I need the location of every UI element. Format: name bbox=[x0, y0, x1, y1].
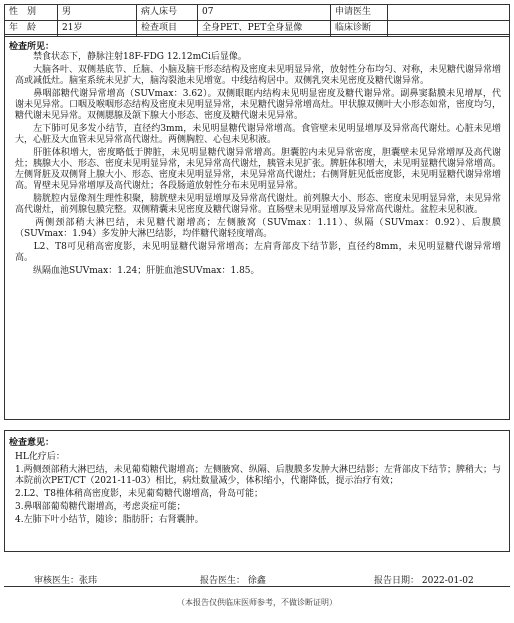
patient-info-row-1 bbox=[5, 5, 510, 21]
impression-paragraph: 2.L2、T8椎体稍高密度影，未见葡萄糖代谢增高，骨岛可能； bbox=[15, 489, 264, 499]
impression-paragraph: 1.两侧颈部稍大淋巴结，未见葡萄糖代谢增高；左侧腋窝、纵隔、后腹膜多发肿大淋巴结影；左背部皮下结节；脾稍大；与本院前次PET/CT（2021-11-03）相比，病灶数量减少，体积缩小，代谢降低，提示治疗有效； bbox=[15, 465, 501, 486]
findings-paragraph: 禁食状态下，静脉注射18F-FDG 12.12mCi后显像。 bbox=[15, 52, 247, 62]
findings-section bbox=[4, 34, 510, 420]
findings-paragraph: 膀胱腔内显像剂生理性积聚，膀胱壁未见明显增厚及异常高代谢灶。前列腺大小、形态、密度未见明显异常，未见异常高代谢灶，前列腺包膜完整。双侧精囊未见密度及糖代谢异常。直肠壁未见明显增厚及异常高代谢灶。盆腔未见积液。 bbox=[15, 194, 502, 215]
impression-section bbox=[4, 430, 510, 552]
reporter-signature: 报告医生： 徐鑫 bbox=[200, 576, 266, 586]
age-label: 年 龄 bbox=[5, 21, 58, 37]
reviewer-signature: 审核医生：张玮 bbox=[34, 576, 98, 586]
impression-text bbox=[5, 448, 509, 526]
sex-value: 男 bbox=[58, 5, 137, 21]
requesting-doctor-label: 申请医生 bbox=[331, 5, 388, 21]
findings-paragraph: 左下肺可见多发小结节，直径约3mm，未见明显糖代谢异常增高。食管壁未见明显增厚及异常高代谢灶。心脏未见增大，心脏及大血管未见异常高代谢灶。两侧胸腔、心包未见积液。 bbox=[15, 124, 501, 145]
impression-paragraph: HL化疗后： bbox=[15, 452, 65, 462]
exam-item-label: 检查项目 bbox=[137, 21, 198, 37]
findings-paragraph: 肝脏体积增大，密度略低于脾脏，未见明显糖代谢异常增高。胆囊腔内未见异常密度，胆囊壁未见异常增厚及高代谢灶；胰腺大小、形态、密度未见明显异常，未见异常高代谢灶，胰管未见扩张。脾脏体积增大，未见明显糖代谢异常增高。左侧肾脏及双侧肾上腺大小、形态、密度未见明显异常，未见异常高代谢灶；右侧肾脏见低密度影，未见明显糖代谢异常增高。胃壁未见异常增厚及高代谢灶；各段肠道放射性分布未见明显异常。 bbox=[15, 148, 502, 191]
findings-paragraph: 鼻咽部糖代谢异常增高（SUVmax：3.62）。双侧眼眶内结构未见明显密度及糖代谢异常。副鼻窦黏膜未见增厚，代谢未见异常。口咽及喉咽形态结构及密度未见明显异常，未见糖代谢异常增高灶。甲状腺双侧叶大小形态如常，密度均匀，糖代谢未见异常。双侧腮腺及颌下腺大小形态、密度及糖代谢未见异常。 bbox=[15, 89, 502, 121]
disclaimer-note: （本报告仅供临床医师参考，不做诊断证明） bbox=[177, 598, 337, 607]
clinical-diagnosis-label: 临床诊断 bbox=[331, 21, 388, 37]
footer-divider bbox=[4, 586, 510, 587]
patient-info-table bbox=[4, 4, 510, 37]
findings-text bbox=[5, 52, 509, 277]
findings-paragraph: 大脑各叶、双侧基底节、丘脑、小脑及脑干形态结构及密度未见明显异常，放射性分布均匀、对称，未见糖代谢异常增高或减低灶。脑室系统未见扩大，脑沟裂池未见增宽。中线结构居中。双侧乳突未见密度及糖代谢异常。 bbox=[15, 65, 502, 86]
report-date: 报告日期： 2022-01-02 bbox=[374, 576, 474, 586]
bed-number-value: 07 bbox=[198, 5, 331, 21]
requesting-doctor-value bbox=[388, 5, 510, 21]
findings-title: 检查所见： bbox=[9, 42, 55, 52]
impression-title: 检查意见： bbox=[9, 438, 55, 448]
bed-number-label: 病人床号 bbox=[137, 5, 198, 21]
exam-item-value: 全身PET、PET全身显像 bbox=[198, 21, 331, 37]
findings-paragraph: L2、T8可见稍高密度影，未见明显糖代谢异常增高；左肩背部皮下结节影，直径约8mm，未见明显糖代谢异常增高。 bbox=[15, 242, 501, 263]
sex-label: 性 别 bbox=[5, 5, 58, 21]
findings-paragraph: 纵隔血池SUVmax：1.24；肝脏血池SUVmax：1.85。 bbox=[15, 266, 260, 276]
findings-paragraph: 两侧颈部稍大淋巴结，未见糖代谢增高；左侧腋窝（SUVmax：1.11）、纵隔（SUVmax：0.92）、后腹膜（SUVmax：1.94）多发肿大淋巴结影，均伴糖代谢轻度增高。 bbox=[15, 218, 501, 239]
age-value: 21岁 bbox=[58, 21, 137, 37]
impression-paragraph: 3.鼻咽部葡萄糖代谢增高，考虑炎症可能； bbox=[15, 502, 186, 512]
impression-paragraph: 4.左肺下叶小结节，随诊；脂肪肝；右肾囊肿。 bbox=[15, 515, 204, 525]
